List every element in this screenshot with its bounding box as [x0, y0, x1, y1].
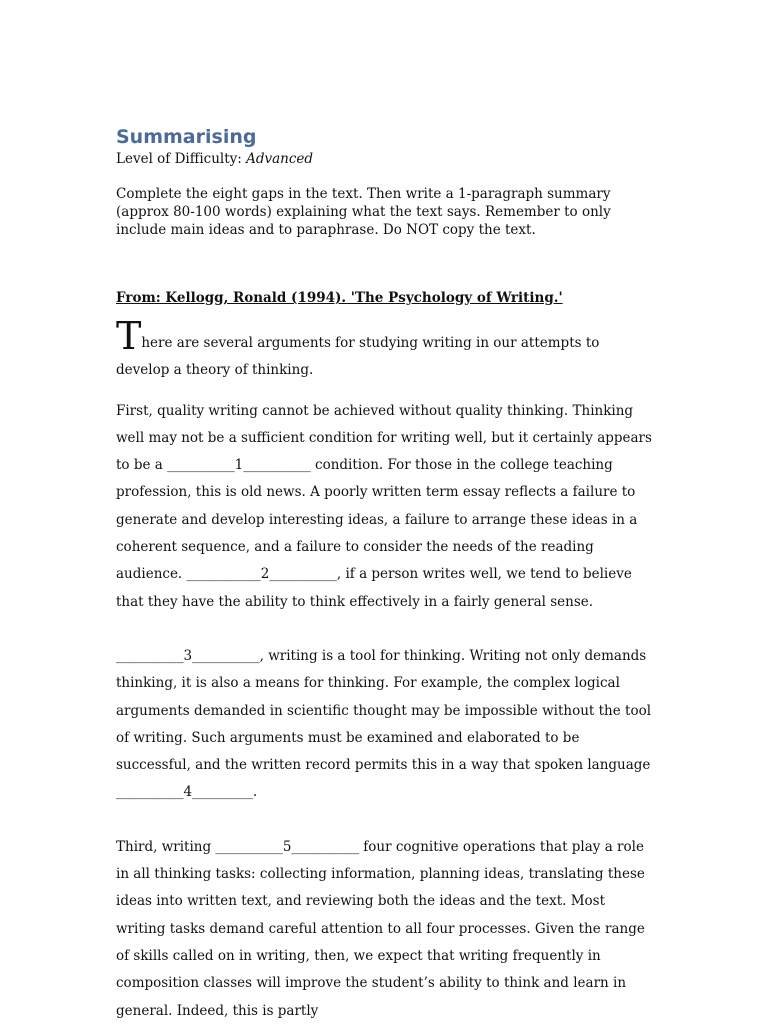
gap-3: __________3__________,: [116, 647, 264, 664]
paragraph-second: [116, 643, 656, 807]
difficulty-level: Advanced: [246, 151, 314, 167]
paragraph-intro: [116, 314, 656, 385]
gap-1: __________1__________: [167, 457, 311, 474]
document-page: [116, 124, 656, 1025]
difficulty-label: Level of Difficulty:: [116, 151, 247, 167]
paragraph-first-text-a: First, quality writing cannot be achieved without quality thinking. Thinking well may not be a sufficient condition for writing well, but it certainly appears to be a: [116, 402, 652, 474]
paragraph-first-text-b: condition. For those in the college teaching profession, this is old news. A poorly written term essay reflects a failure to generate and develop interesting ideas, a failure to arrange these ideas in a coherent sequence, and a failure to consider the needs of the reading audience.: [116, 457, 638, 583]
paragraph-third-text-b: four cognitive operations that play a role in all thinking tasks: collecting information, planning ideas, translating these ideas into written text, and reviewing both the ideas and the text. Most writing tasks demand careful attention to all four processes. Given the range of skills called on in writing, then, we expect that writing frequently in composition classes will improve the student’s ability to think and learn in general. Indeed, this is partly: [116, 838, 645, 1019]
drop-cap: T: [116, 314, 142, 358]
gap-2: ___________2__________,: [186, 566, 342, 583]
gap-4: __________4_________.: [116, 784, 258, 801]
paragraph-second-text: writing is a tool for thinking. Writing not only demands thinking, it is also a means for thinking. For example, the complex logical arguments demanded in scientific thought may be impossible without the tool of writing. Such arguments must be examined and elaborated to be successful, and the written record permits this in a way that spoken language: [116, 647, 652, 774]
difficulty-line: [116, 150, 656, 168]
source-citation: From: Kellogg, Ronald (1994). 'The Psychology of Writing.': [116, 290, 563, 306]
paragraph-third: [116, 834, 656, 1025]
paragraph-first-text-c: if a person writes well, we tend to believe that they have the ability to think effectively in a fairly general sense.: [116, 566, 632, 610]
paragraph-intro-text: here are several arguments for studying writing in our attempts to develop a theory of thinking.: [116, 335, 600, 379]
paragraph-third-text-a: Third, writing: [116, 838, 212, 855]
page-title: Summarising: [116, 126, 257, 148]
gap-5: __________5__________: [215, 838, 359, 855]
paragraph-first: [116, 398, 656, 616]
instructions: Complete the eight gaps in the text. Then write a 1-paragraph summary (approx 80-100 words) explaining what the text says. Remember to only include main ideas and to paraphrase. Do NOT copy the text.: [116, 186, 611, 238]
